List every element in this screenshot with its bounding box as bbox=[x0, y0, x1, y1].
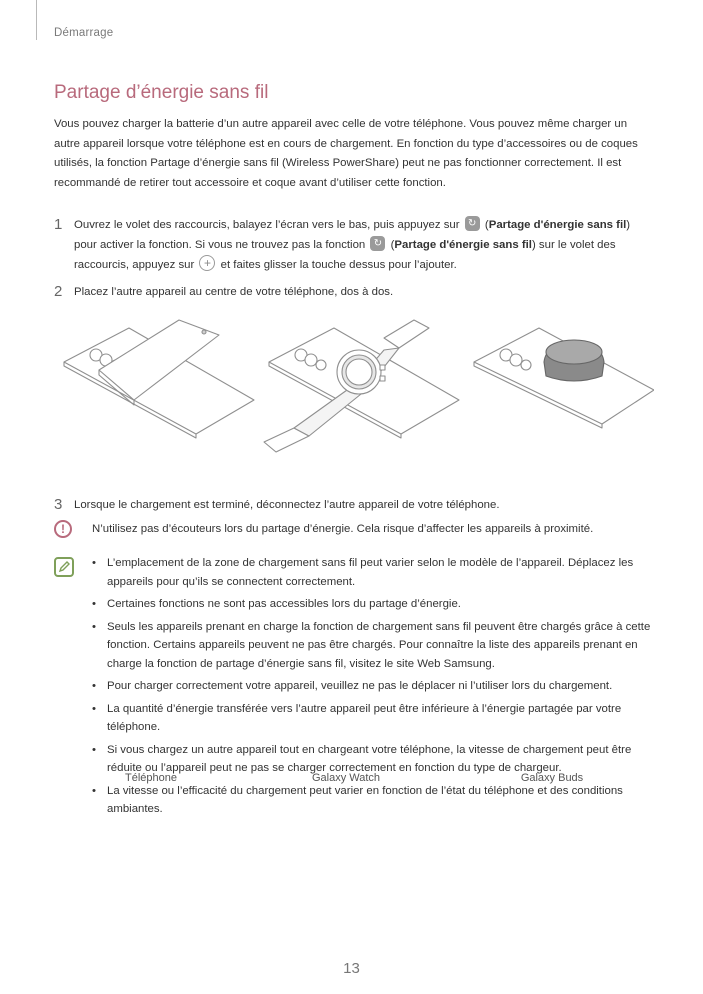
list-item: • La quantité d’énergie transférée vers l’autre appareil peut être inférieure à l’énergie partagée par votre téléphone. bbox=[92, 700, 654, 737]
list-item: • Pour charger correctement votre appareil, veuillez ne pas le déplacer ni l’utiliser lors du chargement. bbox=[92, 677, 654, 696]
step-number: 2 bbox=[54, 283, 63, 300]
step-3-text: Lorsque le chargement est terminé, déconnectez l’autre appareil de votre téléphone. bbox=[74, 499, 500, 511]
step-number: 1 bbox=[54, 216, 63, 233]
watch-button bbox=[380, 376, 385, 381]
step-number: 3 bbox=[54, 496, 63, 513]
caption-galaxy-watch: Galaxy Watch bbox=[311, 772, 381, 784]
list-item: • L’emplacement de la zone de chargement sans fil peut varier selon le modèle de l’appareil. Déplacez les appareils pour qu’ils se connectent correctement. bbox=[92, 554, 654, 591]
list-item: • La vitesse ou l’efficacité du chargement peut varier en fonction de l’état du téléphone et des conditions ambiantes. bbox=[92, 782, 654, 819]
running-head: Démarrage bbox=[54, 27, 114, 39]
caption-phone: Téléphone bbox=[125, 772, 177, 784]
watch-strap-upper bbox=[384, 320, 429, 348]
margin-rule bbox=[36, 0, 37, 40]
camera-lens bbox=[316, 360, 326, 370]
wireless-powershare-icon[interactable] bbox=[465, 216, 480, 231]
warning-icon: ! bbox=[54, 520, 72, 538]
step-3 bbox=[54, 496, 654, 516]
step-2-text: Placez l’autre appareil au centre de votre téléphone, dos à dos. bbox=[74, 286, 394, 298]
caption-galaxy-buds: Galaxy Buds bbox=[520, 772, 584, 784]
notes-list bbox=[92, 554, 654, 823]
step-1 bbox=[54, 216, 654, 276]
devices-drawing bbox=[54, 310, 654, 460]
intro-paragraph: Vous pouvez charger la batterie d’un autre appareil avec celle de votre téléphone. Vous pouvez même charger un autre appareil lorsque votre téléphone est en cours de chargement. En fonction du type d’accessoires ou de coques utilisés, la fonction Partage d’énergie sans fil (Wireless PowerShare) peut ne pas fonctionner correctement. Il est recommandé de retirer tout accessoire et coque avant d’utiliser cette fonction. bbox=[54, 118, 638, 189]
step-2 bbox=[54, 283, 654, 303]
list-item: • Certaines fonctions ne sont pas accessibles lors du partage d’énergie. bbox=[92, 595, 654, 614]
camera-lens bbox=[521, 360, 531, 370]
list-item: • Seuls les appareils prenant en charge la fonction de chargement sans fil peuvent être chargés grâce à cette fonction. Certains appareils peuvent ne pas être chargés. Pour connaître la liste des appareils prenant en charge la fonction de partage d’énergie sans fil, visitez le site Web Samsung. bbox=[92, 618, 654, 674]
camera-lens bbox=[305, 354, 317, 366]
camera-lens bbox=[510, 354, 522, 366]
step-1-text: Ouvrez le volet des raccourcis, balayez l’écran vers le bas, puis appuyez sur ↻ (Partage d'énergie sans fil) pour activer la fonction. Si vous ne trouvez pas la fonction ↻ (Partage d'énergie sans fil) sur le volet des raccourcis, appuyez sur + et faites glisser la touche dessus pour l’ajouter. bbox=[74, 216, 654, 276]
watch-button bbox=[380, 365, 385, 370]
note-pencil-icon bbox=[54, 557, 74, 577]
warning-text: N’utilisez pas d’écouteurs lors du partage d’énergie. Cela risque d’affecter les appareils à proximité. bbox=[92, 523, 594, 535]
add-circle-icon[interactable] bbox=[199, 255, 215, 271]
page-number: 13 bbox=[343, 960, 360, 977]
list-item: • Si vous chargez un autre appareil tout en chargeant votre téléphone, la vitesse de chargement peut être réduite ou l’appareil peut ne pas se charger correctement en fonction du type de chargeur. bbox=[92, 741, 654, 778]
powershare-label: Partage d'énergie sans fil bbox=[394, 238, 532, 251]
warning-callout bbox=[54, 520, 654, 542]
wireless-powershare-icon[interactable] bbox=[370, 236, 385, 251]
powershare-label: Partage d'énergie sans fil bbox=[488, 219, 627, 231]
section-title: Partage d’énergie sans fil bbox=[54, 82, 269, 103]
